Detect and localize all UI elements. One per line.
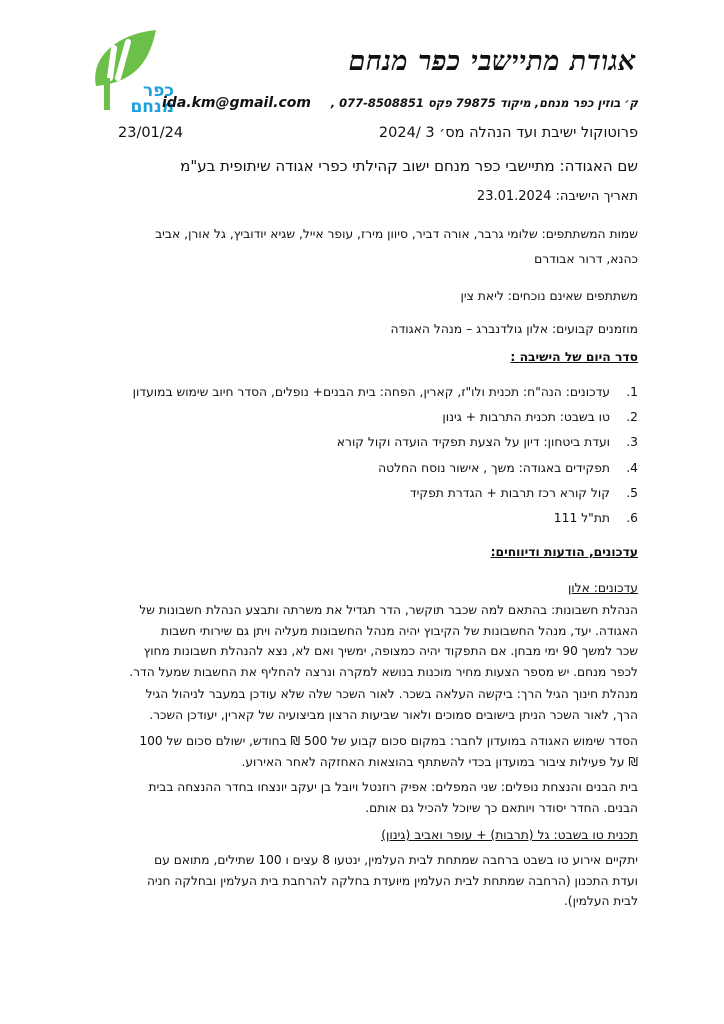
paragraph-line: יתקיים אירוע טו בשבט ברחבה שמתחת לבית העלמין, ינטעו 8 עצים ו 100 שתילים, מתואם עם (154, 853, 638, 867)
tu-bishvat-title: תכנית טו בשבט: גל (תרבות) + עופר ואביב (גינון) (381, 828, 638, 842)
absent-participants: משתתפים שאינם נוכחים: ליאת צין (460, 289, 638, 303)
agenda-item-number: 6. (626, 511, 638, 526)
paragraph-line: הנהלת חשבונות: בהתאם למה שכבר תוקשר, הדר תגדיל את משרתה ותבצע הנהלת חשבונות של (139, 603, 638, 617)
bookkeeping-paragraph (86, 600, 638, 682)
paragraph-line: הסדר שימוש האגודה במועדון לחבר: במקום סכום קבוע של 500 ₪ בחודש, ישולם סכום של 100 (139, 734, 638, 748)
invited-participants: מוזמנים קבועים: אלון גולדנברג – מנהל האגודה (390, 322, 638, 336)
agenda-title: סדר היום של הישיבה : (510, 350, 638, 364)
paragraph-line: האגודה. יעד, מנהל החשבונות של הקיבוץ יהיה מנהל החשבונות מעליה ויתן גם שירותי חשבות (160, 623, 638, 638)
participants-line-1: שמות המשתתפים: שלומי גרבר, אורה דביר, סיוון מירז, עופר אייל, שגיא יודוביץ, גל אורן, אביב (155, 227, 638, 241)
early-childhood-paragraph (100, 684, 638, 725)
clubhouse-usage-paragraph (90, 731, 638, 772)
logo-text-top: כפר (142, 81, 174, 101)
agenda-item-number: 4. (626, 460, 638, 475)
memorial-paragraph (102, 777, 638, 818)
paragraph-line: הבנים. החדר יסודר ויותאם כך שיוכל להכיל גם אותם. (365, 800, 638, 815)
agenda-item (90, 379, 638, 404)
agenda-item-text: טו בשבט: תכנית התרבות + גינון (442, 409, 610, 424)
tu-bishvat-paragraph (100, 850, 638, 912)
org-title: אגודת מתיישבי כפר מנחם (348, 46, 636, 77)
participants (84, 222, 638, 272)
association-name: שם האגודה: מתיישבי כפר מנחם ישוב קהילתי כפרי אגודה שיתופית בע"מ (180, 157, 638, 175)
agenda-item-number: 2. (626, 409, 638, 424)
agenda-item (90, 404, 638, 429)
paragraph-line: ועדת התכנון (הרחבה שמתחת לבית העלמין מיועדת בחלקה להרחבת בית העלמין ובחלקה חניה (146, 873, 638, 888)
paragraph-line: לבית העלמין). (563, 894, 638, 908)
paragraph-line: שכר למשך 90 ימי מבחן. אם התפקוד יהיה כמצופה, ימשיך ואם לא, נצא להנהלת חשבונות מחוץ (143, 644, 638, 658)
contact-email[interactable]: ida.km@gmail.com (162, 95, 311, 111)
contact-address: ק׳ בוזין כפר מנחם, מיקוד 79875 פקס 077-8508851 , (330, 96, 638, 110)
paragraph-line: בית הבנים והנצחת נופלים: שני המפלים: אפיק רוזנטל ויובל בן יעקב יונצחו בחדר ההנצחה בבית (148, 780, 638, 794)
agenda-item-text: עדכונים: הנה"ח: תכנית ולו"ז, קארין, הפחה: בית הבנים+ נופלים, הסדר חיוב שימוש במועדון (132, 384, 610, 399)
protocol-date: 23/01/24 (118, 125, 184, 141)
paragraph-line: ₪ על פעילות ציבור במועדון בכדי להשתתף בהוצאות האחזקה לאחר האירוע. (241, 754, 638, 769)
agenda-item-text: ועדת ביטחון: דיון על הצעת תפקיד הועדה וקול קורא (336, 435, 610, 450)
paragraph-line: הרך, לאור השכר הניתן בישובים סמוכים ולאור שביעות הרצון מביצועיה של קארין, יעודכן השכר. (149, 707, 638, 722)
agenda-item (90, 455, 638, 480)
paragraph-line: לכפר מנחם. יש מספר הצעות מחיר מוכנות בנושא למקרה ונרצה להחליף את החשבות שמעל הדר. (129, 664, 638, 679)
protocol-title: פרוטוקול ישיבת ועד הנהלה מס׳ 3 /2024 (378, 125, 638, 141)
agenda-item-text: תפקידים באגודה: משך , אישור נוסח החלטה (378, 460, 610, 475)
alon-updates-title: עדכונים: אלון (567, 581, 638, 595)
agenda-item (90, 505, 638, 530)
paragraph-line: מנהלת חינוך הגיל הרך: ביקשה העלאה בשכר. לאור השכר שלה שלא עודכן במעבר לניהול הגיל (145, 687, 638, 701)
meeting-date: תאריך הישיבה: 23.01.2024 (476, 189, 638, 204)
agenda-item (90, 480, 638, 505)
agenda-item-number: 5. (626, 485, 638, 500)
agenda-item-number: 3. (626, 435, 638, 450)
agenda-list (90, 379, 638, 531)
contact-line (162, 95, 638, 113)
agenda-item-text: תת"ל 111 (553, 511, 610, 526)
updates-section-title: עדכונים, הודעות ודיווחים: (490, 545, 638, 559)
agenda-item-number: 1. (626, 384, 638, 399)
agenda-item-text: קול קורא רכז תרבות + הגדרת תפקיד (409, 485, 610, 500)
logo-text-bottom: מנחם (130, 97, 174, 114)
participants-line-2: כהנא, דרור אבודרם (534, 252, 638, 266)
agenda-item (90, 430, 638, 455)
